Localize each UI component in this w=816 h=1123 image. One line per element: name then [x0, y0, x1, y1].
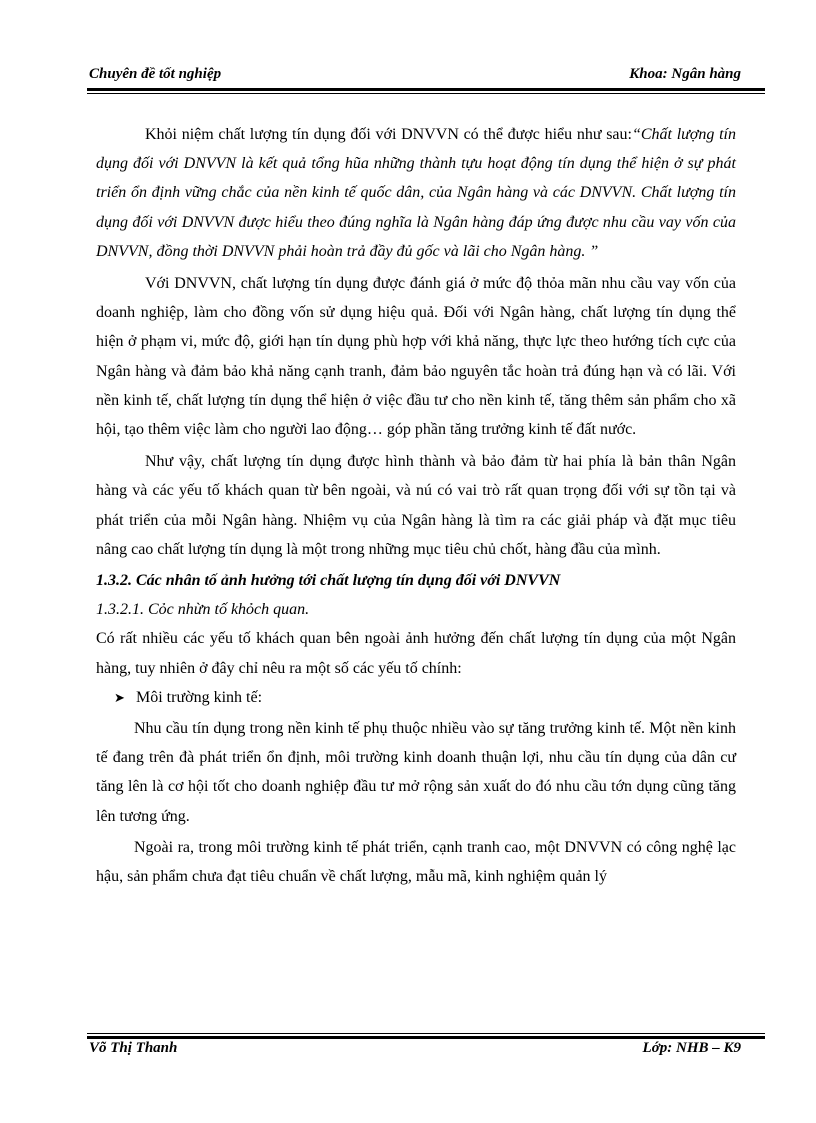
footer-right: Lớp: NHB – K9: [642, 1040, 741, 1056]
page-header: [89, 66, 741, 83]
section-heading: 1.3.2. Các nhân tố ảnh hưởng tới chất lượng tín dụng đối với DNVVN: [96, 572, 561, 590]
paragraph-credit-demand: Nhu cầu tín dụng trong nền kinh tế phụ thuộc nhiều vào sự tăng trưởng kinh tế. Một nền kinh tế đang trên đà phát triển ổn định, môi trường kinh doanh thuận lợi, nhu cầu tín dụng của dân cư tăng lên là cơ hội tốt cho doanh nghiệp đầu tư mở rộng sản xuất do đó nhu cầu tớn dụng cũng tăng lên tương ứng.: [96, 720, 736, 825]
bullet-label: Môi trường kinh tế:: [136, 688, 263, 706]
paragraph-competition: Ngoài ra, trong môi trường kinh tế phát triển, cạnh tranh cao, một DNVVN có công nghệ lạc hậu, sản phẩm chưa đạt tiêu chuẩn về chất lượng, mẫu mã, kinh nghiệm quản lý: [96, 838, 736, 886]
header-right: Khoa: Ngân hàng: [629, 66, 741, 82]
bullet-economic-environment: [96, 683, 736, 712]
page-footer: [89, 1040, 741, 1057]
footer-rule: [87, 1033, 765, 1039]
paragraph-summary: Như vậy, chất lượng tín dụng được hình thành và bảo đảm từ hai phía là bản thân Ngân hàng và các yếu tố khách quan từ bên ngoài, và nú có vai trò rất quan trọng đối với sự tồn tại và phát triển của mỗi Ngân hàng. Nhiệm vụ của Ngân hàng là tìm ra các giải pháp và đặt mục tiêu nâng cao chất lượng tín dụng là một trong những mục tiêu chủ chốt, hàng đầu của mình.: [96, 453, 736, 558]
header-left: Chuyên đề tốt nghiệp: [89, 66, 222, 82]
footer-left: Võ Thị Thanh: [89, 1040, 178, 1056]
header-rule: [87, 88, 765, 94]
paragraph-definition: [96, 120, 736, 266]
subsection-heading: 1.3.2.1. Cỏc nhừn tố khỏch quan.: [96, 601, 310, 619]
definition-quote: “Chất lượng tín dụng đối với DNVVN là kết quả tổng hũa những thành tựu hoạt động tín dụng thể hiện ở sự phát triển ổn định vững chắc của nền kinh tế quốc dân, của Ngân hàng và các DNVVN. Chất lượng tín dụng đối với DNVVN được hiểu theo đúng nghĩa là Ngân hàng đáp ứng được nhu cầu vay vốn của DNVVN, đồng thời DNVVN phải hoàn trả đầy đủ gốc và lãi cho Ngân hàng. ”: [96, 126, 736, 260]
definition-lead: Khỏi niệm chất lượng tín dụng đối với DNVVN có thể được hiểu như sau:: [145, 126, 632, 143]
document-body: [96, 120, 736, 891]
bullet-arrow-icon: ➤: [114, 689, 125, 705]
paragraph-factors: Có rất nhiều các yếu tố khách quan bên ngoài ảnh hưởng đến chất lượng tín dụng của một Ngân hàng, tuy nhiên ở đây chỉ nêu ra một số các yếu tố chính:: [96, 630, 736, 677]
paragraph-sme: Với DNVVN, chất lượng tín dụng được đánh giá ở mức độ thỏa mãn nhu cầu vay vốn của doanh nghiệp, làm cho đồng vốn sử dụng hiệu quả. Đối với Ngân hàng, chất lượng tín dụng thể hiện ở phạm vi, mức độ, giới hạn tín dụng phù hợp với khả năng, thực lực theo hướng tích cực của Ngân hàng và đảm bảo khả năng cạnh tranh, đảm bảo nguyên tắc hoàn trả đúng hạn và có lãi. Với nền kinh tế, chất lượng tín dụng thể hiện ở việc đầu tư cho nền kinh tế, tăng thêm sản phẩm cho xã hội, tạo thêm việc làm cho người lao động… góp phần tăng trưởng kinh tế đất nước.: [96, 275, 736, 439]
